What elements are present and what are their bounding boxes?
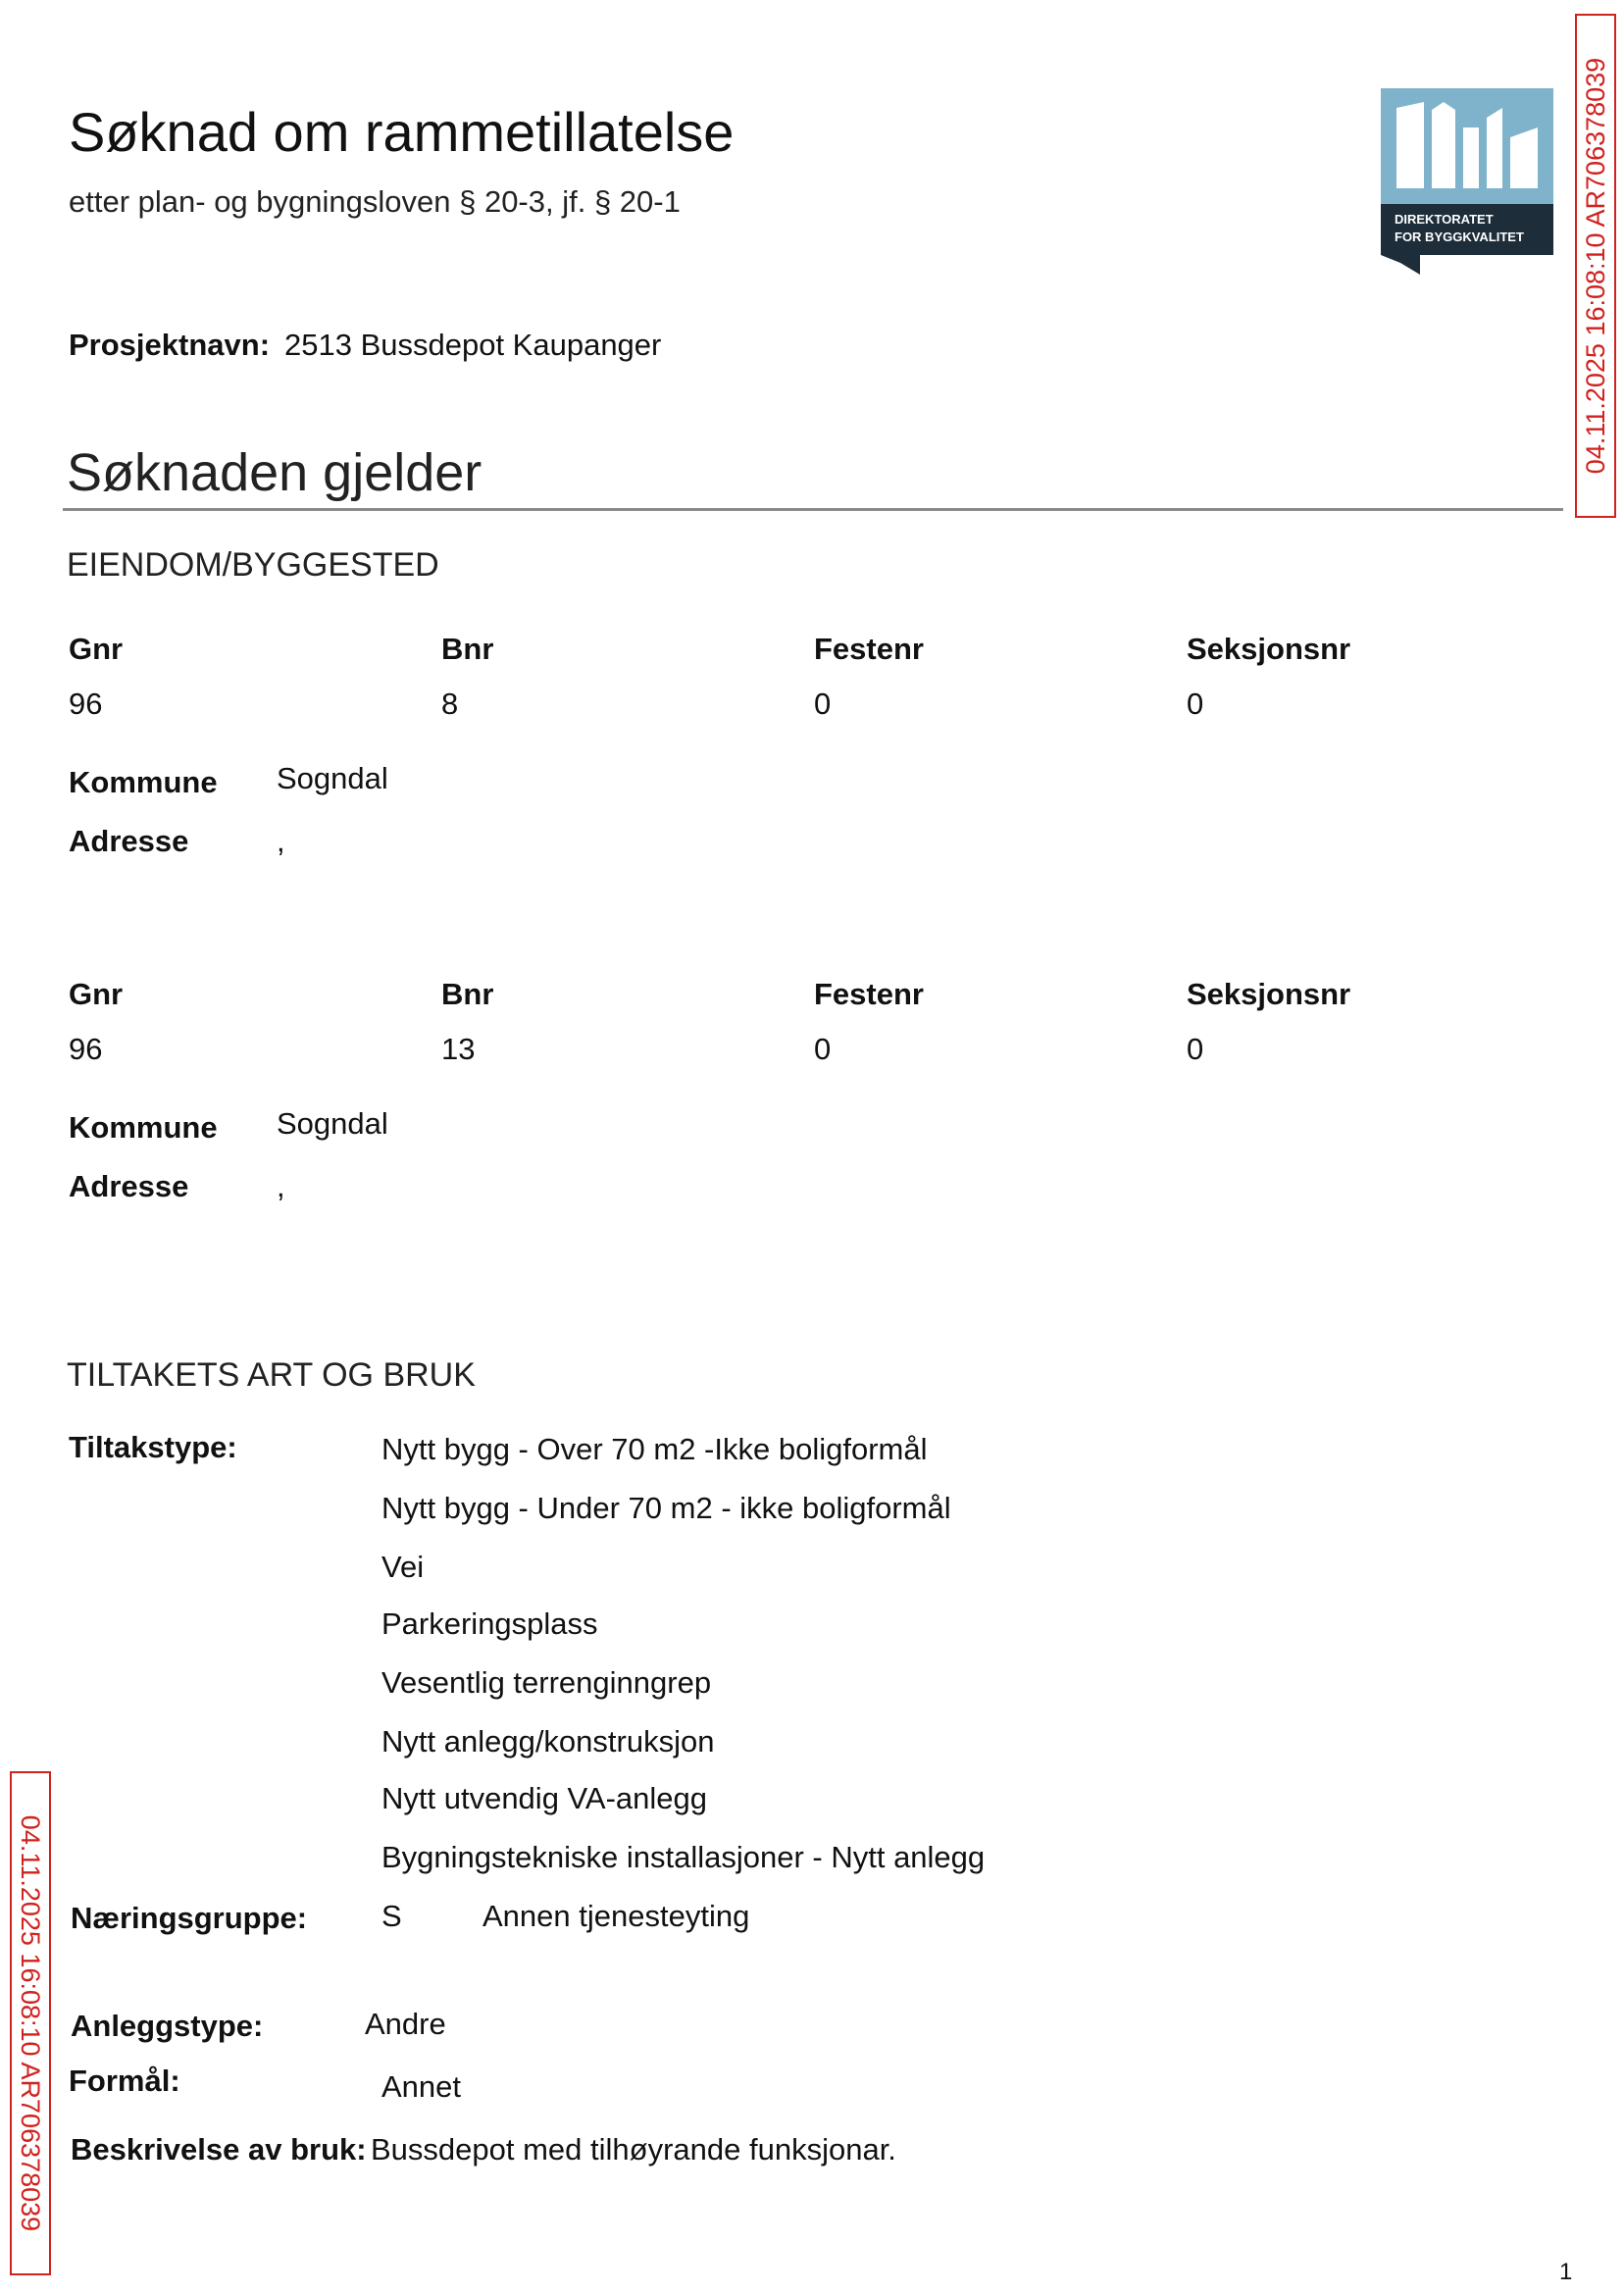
tiltakstype-item: Nytt bygg - Under 70 m2 - ikke boligformål: [381, 1491, 951, 1525]
bnr-header: Bnr: [441, 632, 494, 666]
dibk-logo: [1381, 88, 1553, 275]
registration-stamp-top: [1575, 14, 1616, 518]
kommune-value: Sogndal: [277, 1106, 388, 1141]
naeringsgruppe-value: Annen tjenesteyting: [482, 1899, 750, 1933]
tiltakstype-item: Vei: [381, 1550, 425, 1584]
seksjonsnr-header: Seksjonsnr: [1187, 632, 1351, 666]
bnr-header: Bnr: [441, 977, 494, 1011]
tiltakstype-item: Parkeringsplass: [381, 1606, 598, 1641]
dibk-logo-graphic: [1381, 88, 1553, 275]
festenr-header: Festenr: [814, 632, 924, 666]
registration-stamp-text: 04.11.2025 16:08:10 AR706378039: [1581, 57, 1610, 475]
document-title: Søknad om rammetillatelse: [69, 101, 735, 163]
adresse-label: Adresse: [69, 824, 189, 858]
kommune-value: Sogndal: [277, 761, 388, 795]
beskrivelse-label: Beskrivelse av bruk:: [71, 2132, 367, 2167]
tiltakstype-item: Nytt bygg - Over 70 m2 -Ikke boligformål: [381, 1432, 928, 1466]
tiltakstype-item: Bygningstekniske installasjoner - Nytt anlegg: [381, 1840, 986, 1874]
bnr-value: 13: [441, 1032, 476, 1066]
registration-stamp-bottom: [10, 1771, 51, 2275]
festenr-value: 0: [814, 1032, 832, 1066]
section-title: Søknaden gjelder: [67, 443, 482, 502]
gnr-header: Gnr: [69, 632, 124, 666]
gnr-value: 96: [69, 687, 103, 721]
property-heading: EIENDOM/BYGGESTED: [67, 546, 439, 584]
tiltakstype-item: Nytt utvendig VA-anlegg: [381, 1781, 708, 1815]
logo-text-line1: DIREKTORATET: [1395, 212, 1494, 227]
project-name-value: 2513 Bussdepot Kaupanger: [284, 328, 662, 362]
formal-value: Annet: [381, 2069, 462, 2104]
festenr-header: Festenr: [814, 977, 924, 1011]
festenr-value: 0: [814, 687, 832, 721]
tiltakstype-item: Nytt anlegg/konstruksjon: [381, 1724, 715, 1759]
gnr-value: 96: [69, 1032, 103, 1066]
naeringsgruppe-label: Næringsgruppe:: [71, 1901, 308, 1935]
gnr-header: Gnr: [69, 977, 124, 1011]
formal-label: Formål:: [69, 2064, 180, 2098]
seksjonsnr-header: Seksjonsnr: [1187, 977, 1351, 1011]
logo-text-line2: FOR BYGGKVALITET: [1395, 229, 1524, 244]
project-name-label: Prosjektnavn:: [69, 328, 271, 362]
beskrivelse-value: Bussdepot med tilhøyrande funksjonar.: [371, 2132, 896, 2167]
tiltakstype-item: Vesentlig terrenginngrep: [381, 1665, 712, 1700]
section-divider: [63, 508, 1563, 511]
registration-stamp-text: 04.11.2025 16:08:10 AR706378039: [16, 1814, 45, 2232]
tiltak-heading: TILTAKETS ART OG BRUK: [67, 1356, 476, 1394]
naeringsgruppe-code: S: [381, 1899, 402, 1933]
seksjonsnr-value: 0: [1187, 1032, 1204, 1066]
anleggstype-value: Andre: [365, 2007, 446, 2041]
page-number: 1: [1559, 2259, 1573, 2285]
adresse-label: Adresse: [69, 1169, 189, 1203]
document-subtitle: etter plan- og bygningsloven § 20-3, jf. § 20-1: [69, 184, 681, 219]
adresse-value: ,: [277, 824, 285, 858]
kommune-label: Kommune: [69, 1110, 218, 1145]
adresse-value: ,: [277, 1169, 285, 1203]
anleggstype-label: Anleggstype:: [71, 2009, 264, 2043]
seksjonsnr-value: 0: [1187, 687, 1204, 721]
kommune-label: Kommune: [69, 765, 218, 799]
bnr-value: 8: [441, 687, 459, 721]
tiltakstype-label: Tiltakstype:: [69, 1430, 237, 1464]
